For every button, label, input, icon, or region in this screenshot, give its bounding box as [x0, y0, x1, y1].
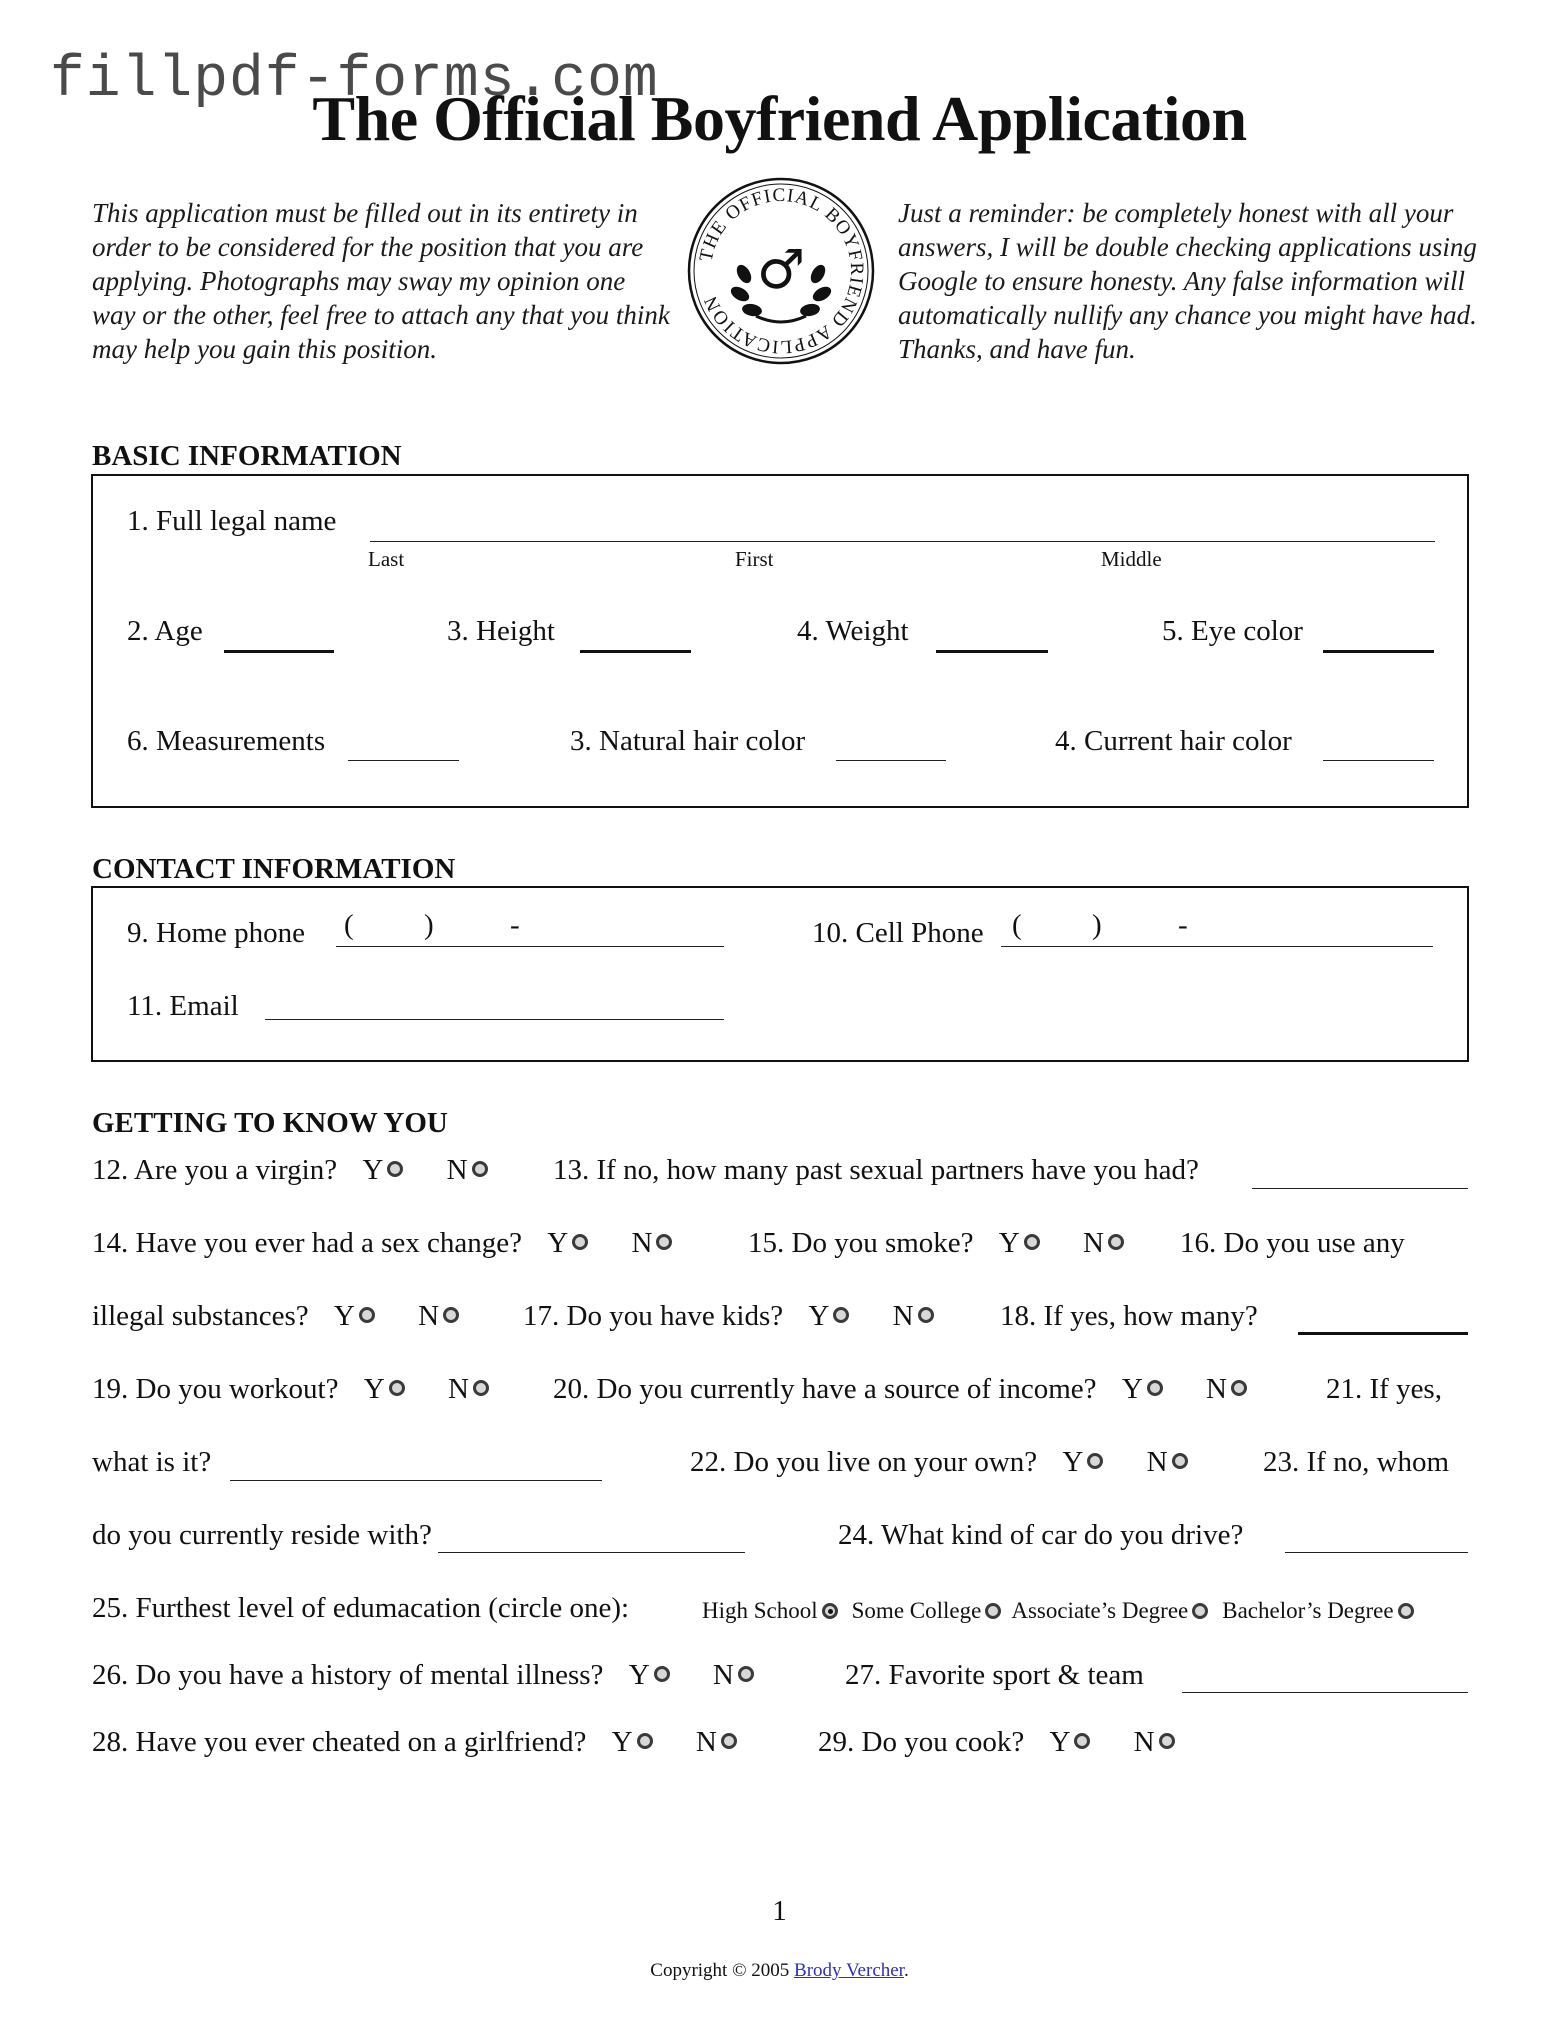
q16-yes-radio[interactable] — [359, 1307, 375, 1323]
q21-field[interactable] — [230, 1480, 602, 1481]
q18-label: 18. If yes, how many? — [1000, 1300, 1258, 1332]
q12-yes-radio[interactable] — [387, 1161, 403, 1177]
measurements-field[interactable] — [348, 760, 459, 761]
q22-live-alone — [690, 1446, 1188, 1479]
q29-yes-radio[interactable] — [1074, 1733, 1090, 1749]
home-phone-open-paren: ( — [344, 909, 354, 941]
q26-mental-illness — [92, 1659, 754, 1692]
watermark: fillpdf-forms.com — [50, 48, 659, 113]
q15-no-label: N — [1082, 1227, 1104, 1259]
q16-no-label: N — [418, 1300, 440, 1332]
q14-label: 14. Have you ever had a sex change? — [92, 1227, 522, 1259]
cell-phone-field[interactable] — [1001, 946, 1433, 947]
q29-cook — [818, 1726, 1175, 1759]
current-hair-color-field[interactable] — [1323, 760, 1434, 761]
first-name-label: First — [735, 547, 774, 571]
q12-yes-label: Y — [362, 1154, 384, 1186]
q29-label: 29. Do you cook? — [818, 1726, 1025, 1758]
edu-some-college-label: Some College — [851, 1598, 982, 1623]
q20-yes-radio[interactable] — [1147, 1380, 1163, 1396]
q24-field[interactable] — [1285, 1552, 1468, 1553]
edu-high-school-label: High School — [702, 1598, 818, 1623]
q14-no-label: N — [631, 1227, 653, 1259]
home-phone-label: 9. Home phone — [127, 917, 305, 949]
getting-to-know-heading: GETTING TO KNOW YOU — [92, 1107, 448, 1139]
home-phone-close-paren: ) — [424, 909, 434, 941]
cell-phone-dash: - — [1178, 909, 1188, 941]
q14-yes-label: Y — [547, 1227, 569, 1259]
q17-no-label: N — [892, 1300, 914, 1332]
q15-label: 15. Do you smoke? — [748, 1227, 974, 1259]
eye-color-label: 5. Eye color — [1162, 615, 1303, 647]
q26-no-radio[interactable] — [738, 1666, 754, 1682]
q26-yes-label: Y — [628, 1659, 650, 1691]
q16-label-part2: illegal substances? — [92, 1300, 309, 1332]
q28-yes-radio[interactable] — [637, 1733, 653, 1749]
q16-yes-label: Y — [333, 1300, 355, 1332]
edu-bachelors-label: Bachelor’s Degree — [1222, 1598, 1394, 1623]
contact-info-heading: CONTACT INFORMATION — [92, 853, 456, 885]
cell-phone-close-paren: ) — [1092, 909, 1102, 941]
intro-right-text: Just a reminder: be completely honest with all your answers, I will be double checking applications using Google to ensure honesty. Any false information will automatically nullify any chance you might have had. Thanks, and have fun. — [898, 198, 1477, 364]
edu-associates-radio[interactable] — [1192, 1603, 1208, 1619]
middle-name-label: Middle — [1101, 547, 1162, 571]
author-link[interactable]: Brody Vercher — [794, 1960, 904, 1981]
q19-no-radio[interactable] — [473, 1380, 489, 1396]
q26-no-label: N — [712, 1659, 734, 1691]
home-phone-field[interactable] — [336, 946, 724, 947]
q17-label: 17. Do you have kids? — [523, 1300, 784, 1332]
q28-no-radio[interactable] — [721, 1733, 737, 1749]
q25-options — [702, 1598, 1414, 1624]
q25-label: 25. Furthest level of edumacation (circle one): — [92, 1592, 630, 1624]
contact-info-box — [91, 886, 1469, 1062]
q17-no-radio[interactable] — [918, 1307, 934, 1323]
cell-phone-label: 10. Cell Phone — [812, 917, 984, 949]
q27-label: 27. Favorite sport & team — [845, 1659, 1144, 1691]
q20-yes-label: Y — [1121, 1373, 1143, 1405]
q22-label: 22. Do you live on your own? — [690, 1446, 1038, 1478]
q27-field[interactable] — [1182, 1692, 1468, 1693]
male-symbol-icon: ♂ — [756, 238, 806, 301]
page-title: The Official Boyfriend Application — [312, 83, 1247, 154]
q29-no-radio[interactable] — [1159, 1733, 1175, 1749]
q18-field[interactable] — [1298, 1332, 1468, 1335]
q16-label-part1: 16. Do you use any — [1180, 1227, 1405, 1259]
q19-yes-label: Y — [363, 1373, 385, 1405]
natural-hair-color-label: 3. Natural hair color — [570, 725, 806, 757]
height-field[interactable] — [580, 650, 691, 653]
q13-label: 13. If no, how many past sexual partners have you had? — [553, 1154, 1199, 1186]
copyright-period: . — [903, 1960, 909, 1981]
copyright-footer — [0, 1960, 1559, 1982]
q21-label-part2: what is it? — [92, 1446, 212, 1478]
q15-no-radio[interactable] — [1108, 1234, 1124, 1250]
copyright-text: Copyright © 2005 — [650, 1960, 790, 1981]
q21-label-part1: 21. If yes, — [1326, 1373, 1442, 1405]
basic-info-heading: BASIC INFORMATION — [92, 440, 402, 472]
edu-some-college-radio[interactable] — [985, 1603, 1001, 1619]
natural-hair-color-field[interactable] — [836, 760, 946, 761]
full-name-field[interactable] — [370, 541, 1435, 542]
email-field[interactable] — [265, 1019, 724, 1020]
age-label: 2. Age — [127, 615, 203, 647]
q14-no-radio[interactable] — [656, 1234, 672, 1250]
q19-no-label: N — [447, 1373, 469, 1405]
q12-no-label: N — [446, 1154, 468, 1186]
eye-color-field[interactable] — [1323, 650, 1434, 653]
q17-yes-label: Y — [808, 1300, 830, 1332]
q26-yes-radio[interactable] — [654, 1666, 670, 1682]
q19-workout — [92, 1373, 489, 1406]
q15-smoke — [748, 1227, 1124, 1260]
cell-phone-open-paren: ( — [1012, 909, 1022, 941]
q17-kids — [523, 1300, 934, 1333]
q12-virgin — [92, 1154, 488, 1187]
measurements-label: 6. Measurements — [127, 725, 326, 757]
q12-label: 12. Are you a virgin? — [92, 1154, 338, 1186]
email-label: 11. Email — [127, 990, 239, 1022]
q16-substances — [92, 1300, 459, 1333]
full-name-label: 1. Full legal name — [127, 505, 337, 537]
edu-associates-label: Associate’s Degree — [1011, 1598, 1189, 1623]
q22-no-label: N — [1146, 1446, 1168, 1478]
q16-no-radio[interactable] — [443, 1307, 459, 1323]
edu-bachelors-radio[interactable] — [1398, 1603, 1414, 1619]
q23-label-part1: 23. If no, whom — [1263, 1446, 1450, 1478]
q20-label: 20. Do you currently have a source of income? — [553, 1373, 1097, 1405]
intro-left-text: This application must be filled out in its entirety in order to be considered for the position that you are applying. Photographs may sway my opinion one way or the other, feel free to attach any that you think may help you gain this position. — [92, 198, 670, 364]
q17-yes-radio[interactable] — [833, 1307, 849, 1323]
last-name-label: Last — [368, 547, 405, 571]
q20-no-label: N — [1206, 1373, 1227, 1405]
q13-field[interactable] — [1252, 1188, 1468, 1189]
q29-no-label: N — [1133, 1726, 1155, 1758]
q19-label: 19. Do you workout? — [92, 1373, 339, 1405]
official-seal — [686, 176, 876, 366]
q28-yes-label: Y — [611, 1726, 633, 1758]
q23-field[interactable] — [438, 1552, 745, 1553]
current-hair-color-label: 4. Current hair color — [1055, 725, 1292, 757]
age-field[interactable] — [224, 650, 334, 653]
q28-label: 28. Have you ever cheated on a girlfriend? — [92, 1726, 587, 1758]
q14-sex-change — [92, 1227, 672, 1260]
q22-yes-label: Y — [1062, 1446, 1084, 1478]
q15-yes-label: Y — [998, 1227, 1020, 1259]
q23-label-part2: do you currently reside with? — [92, 1519, 432, 1551]
q24-label: 24. What kind of car do you drive? — [838, 1519, 1244, 1551]
q28-cheated — [92, 1726, 737, 1759]
q19-yes-radio[interactable] — [389, 1380, 405, 1396]
q14-yes-radio[interactable] — [572, 1234, 588, 1250]
q28-no-label: N — [695, 1726, 717, 1758]
edu-high-school-radio[interactable] — [822, 1603, 838, 1619]
q15-yes-radio[interactable] — [1024, 1234, 1040, 1250]
height-label: 3. Height — [447, 615, 555, 647]
page-number: 1 — [772, 1895, 787, 1927]
q20-no-radio[interactable] — [1231, 1380, 1247, 1396]
q29-yes-label: Y — [1049, 1726, 1071, 1758]
q22-yes-radio[interactable] — [1087, 1453, 1103, 1469]
seal-text: THE OFFICIAL BOYFRIEND APPLICATION — [695, 184, 868, 358]
weight-label: 4. Weight — [797, 615, 909, 647]
home-phone-dash: - — [510, 909, 520, 941]
q20-income — [553, 1373, 1247, 1406]
q22-no-radio[interactable] — [1172, 1453, 1188, 1469]
q12-no-radio[interactable] — [472, 1161, 488, 1177]
q26-label: 26. Do you have a history of mental illness? — [92, 1659, 604, 1691]
weight-field[interactable] — [936, 650, 1048, 653]
